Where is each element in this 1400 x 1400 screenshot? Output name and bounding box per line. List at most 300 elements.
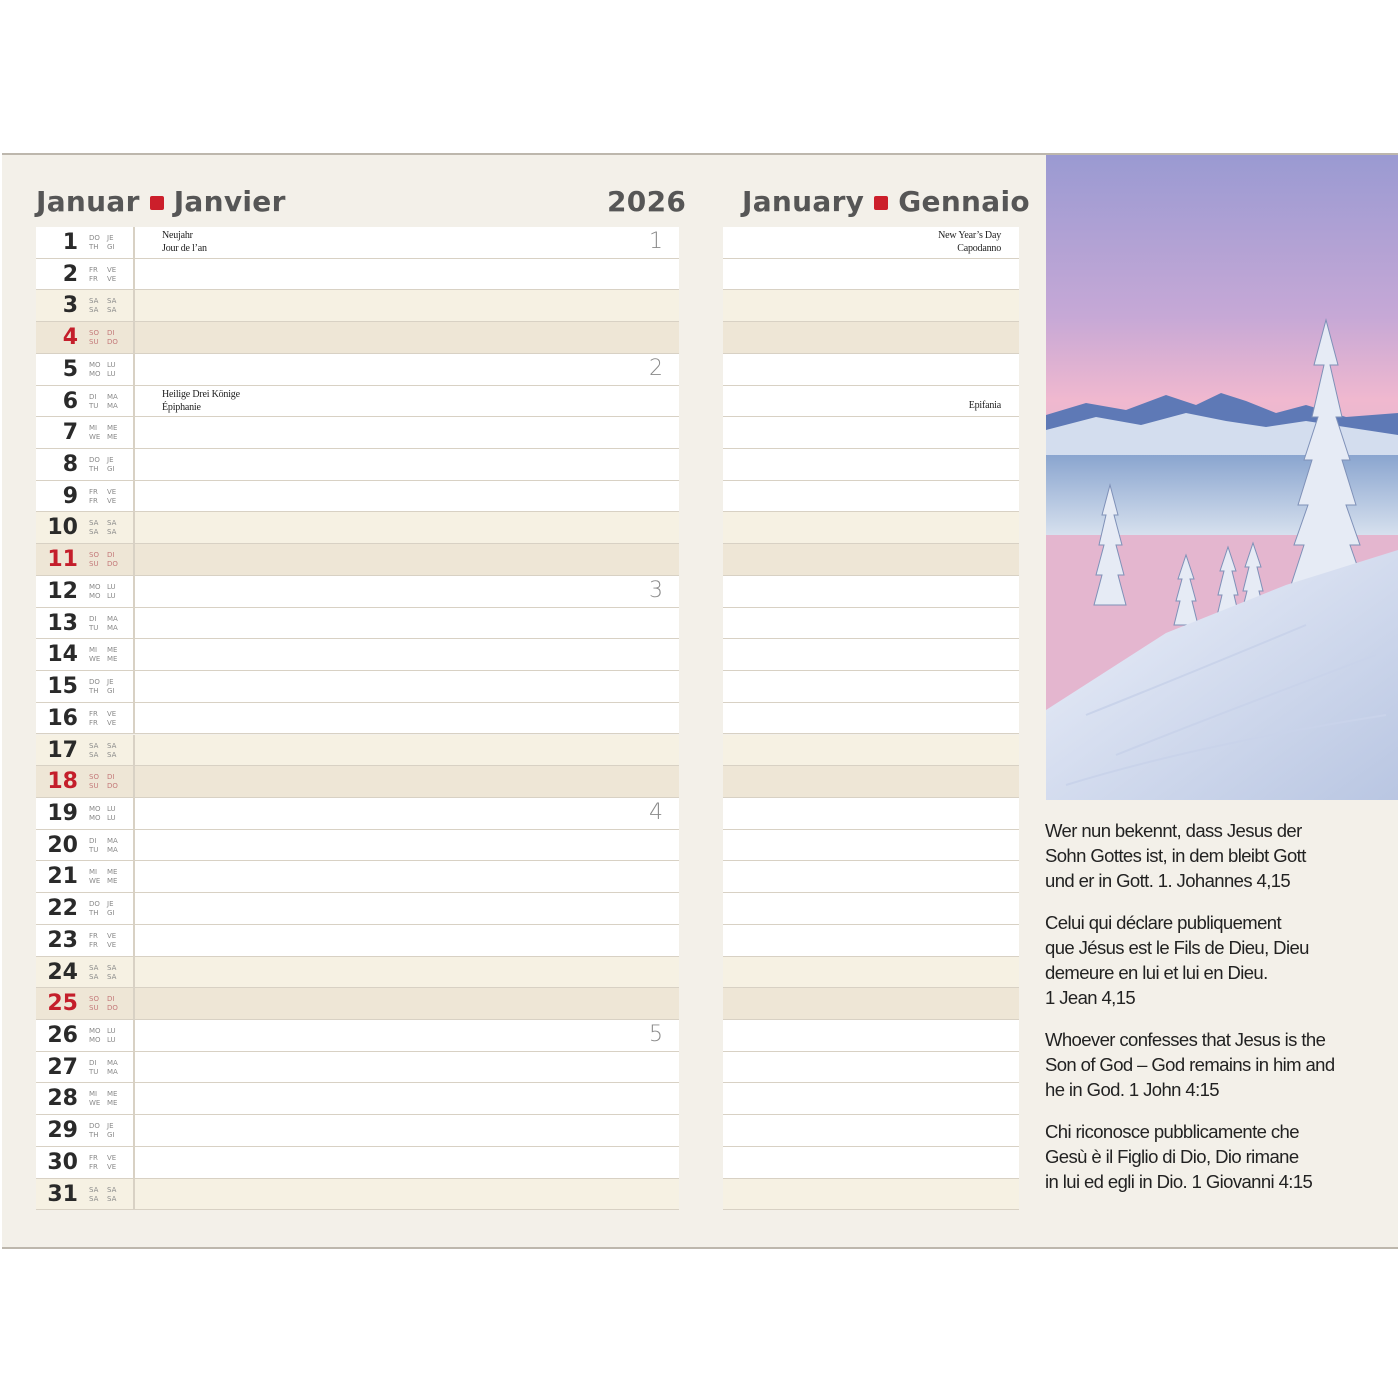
day-row-note[interactable]: [723, 1115, 1019, 1147]
day-number: 10: [47, 515, 78, 541]
weekday-fr: VE: [107, 931, 117, 940]
weekday-it: LU: [107, 369, 116, 378]
weekday-fr: LU: [107, 1027, 116, 1035]
weekday-en: TH: [89, 909, 99, 918]
day-row[interactable]: [36, 1115, 679, 1147]
day-row-note[interactable]: [723, 608, 1019, 640]
weekday-fr: DI: [107, 773, 115, 782]
weekday-fr: VE: [107, 265, 117, 274]
weekday-de: SO: [89, 995, 99, 1004]
day-number: 21: [47, 864, 78, 890]
weekday-en: MO: [89, 813, 101, 822]
red-square-icon: [874, 196, 888, 210]
weekday-fr: SA: [107, 1185, 117, 1194]
weekday-it: SA: [107, 972, 117, 981]
weekday-fr: JE: [107, 456, 114, 465]
day-row-note[interactable]: [723, 386, 1019, 418]
day-number: 7: [62, 420, 78, 446]
weekday-de: FR: [89, 1153, 98, 1162]
weekday-it: MA: [107, 623, 118, 632]
weekday-fr: MA: [107, 392, 118, 401]
weekday-fr: MA: [107, 614, 118, 623]
day-row[interactable]: [36, 671, 679, 703]
day-number: 16: [47, 705, 78, 731]
day-row[interactable]: [36, 735, 679, 767]
row-divider: [133, 671, 135, 702]
month-de: Januar: [36, 185, 140, 218]
day-row-note[interactable]: [723, 227, 1019, 259]
day-row[interactable]: [36, 259, 679, 291]
weekday-it: MA: [107, 401, 118, 410]
weekday-fr: ME: [107, 424, 118, 433]
weekday-de: SO: [89, 329, 99, 338]
weekday-fr: SA: [107, 741, 117, 750]
weekday-en: WE: [89, 433, 101, 442]
weekday-abbreviations: [89, 1154, 125, 1172]
weekday-de: MO: [89, 360, 101, 369]
day-number: 25: [47, 991, 78, 1017]
weekday-abbreviations: [89, 519, 125, 537]
weekday-abbreviations: [89, 234, 125, 252]
weekday-en: TU: [89, 623, 99, 632]
weekday-abbreviations: [89, 1122, 125, 1140]
weekday-it: MA: [107, 1067, 118, 1076]
weekday-de: DO: [89, 456, 100, 465]
day-row[interactable]: [36, 386, 679, 418]
weekday-it: GI: [107, 909, 115, 918]
weekday-en: SU: [89, 338, 99, 347]
day-number: 17: [47, 737, 78, 763]
weekday-en: MO: [89, 1036, 101, 1044]
day-number: 11: [47, 547, 78, 573]
day-row[interactable]: [36, 417, 679, 449]
weekday-abbreviations: [89, 900, 125, 918]
row-divider: [133, 893, 135, 924]
row-divider: [133, 386, 135, 417]
row-divider: [133, 766, 135, 797]
month-fr: Janvier: [173, 185, 286, 218]
weekday-en: TU: [89, 401, 99, 410]
year: 2026: [607, 185, 687, 218]
month-it: Gennaio: [898, 185, 1030, 218]
weekday-abbreviations: [89, 551, 125, 569]
weekday-abbreviations: [89, 1059, 125, 1077]
weekday-fr: DI: [107, 329, 115, 338]
weekday-it: VE: [107, 940, 117, 949]
day-row-note[interactable]: [723, 798, 1019, 830]
weekday-abbreviations: [89, 805, 125, 823]
day-row-note[interactable]: [723, 703, 1019, 735]
day-row[interactable]: [36, 766, 679, 798]
row-divider: [133, 1115, 135, 1146]
weekday-en: MO: [89, 591, 101, 600]
weekday-it: DO: [107, 560, 118, 569]
weekday-fr: SA: [107, 519, 117, 528]
day-row-note[interactable]: [723, 512, 1019, 544]
day-row[interactable]: [36, 1083, 679, 1115]
verse-de: Wer nun bekennt, dass Jesus der Sohn Gottes ist, in dem bleibt Gott und er in Gott. 1. Johannes 4,15: [1045, 820, 1306, 891]
row-divider: [133, 1179, 135, 1210]
day-row[interactable]: [36, 925, 679, 957]
row-divider: [133, 735, 135, 766]
bible-verses: [1045, 818, 1390, 1211]
day-row-note[interactable]: [723, 354, 1019, 386]
weekday-de: SA: [89, 963, 99, 972]
weekday-it: ME: [107, 433, 118, 442]
weekday-de: MO: [89, 804, 101, 813]
weekday-fr: JE: [107, 234, 114, 242]
day-number: 9: [62, 483, 78, 509]
day-row[interactable]: [36, 988, 679, 1020]
day-row[interactable]: [36, 798, 679, 830]
row-divider: [133, 481, 135, 512]
day-number: 27: [47, 1054, 78, 1080]
weekday-it: ME: [107, 1099, 118, 1108]
weekday-fr: MA: [107, 1058, 118, 1067]
weekday-abbreviations: [89, 868, 125, 886]
day-row[interactable]: [36, 576, 679, 608]
weekday-fr: MA: [107, 836, 118, 845]
weekday-it: LU: [107, 813, 116, 822]
day-row-note[interactable]: [723, 893, 1019, 925]
weekday-en: FR: [89, 718, 98, 727]
row-divider: [133, 703, 135, 734]
holiday-text: Heilige Drei Könige: [162, 388, 240, 400]
day-number: 30: [47, 1149, 78, 1175]
holiday-text: Jour de l’an: [162, 243, 207, 254]
row-divider: [133, 1083, 135, 1114]
day-row[interactable]: [36, 861, 679, 893]
weekday-abbreviations: [89, 615, 125, 633]
week-number: 5: [649, 1022, 663, 1047]
day-row-note[interactable]: [723, 639, 1019, 671]
day-number: 31: [47, 1181, 78, 1207]
verse-it: Chi riconosce pubblicamente che Gesù è il Figlio di Dio, Dio rimane in lui ed egli in Dio. 1 Giovanni 4:15: [1045, 1121, 1313, 1192]
row-divider: [133, 1020, 135, 1051]
weekday-abbreviations: [89, 393, 125, 411]
row-divider: [133, 1052, 135, 1083]
weekday-de: DO: [89, 678, 100, 687]
holiday-text: Capodanno: [957, 243, 1001, 254]
day-row-note[interactable]: [723, 735, 1019, 767]
weekday-it: SA: [107, 528, 117, 537]
weekday-fr: VE: [107, 709, 117, 718]
weekday-en: WE: [89, 877, 101, 886]
weekday-abbreviations: [89, 1186, 125, 1204]
day-row-note[interactable]: [723, 576, 1019, 608]
weekday-abbreviations: [89, 266, 125, 284]
weekday-abbreviations: [89, 773, 125, 791]
weekday-fr: SA: [107, 297, 117, 306]
holiday-label-left: [162, 229, 207, 255]
weekday-fr: ME: [107, 1090, 118, 1099]
winter-landscape-photo: [1046, 155, 1398, 800]
row-divider: [133, 544, 135, 575]
verse-en: Whoever confesses that Jesus is the Son of God – God remains in him and he in God. 1 John 4:15: [1045, 1029, 1335, 1100]
weekday-abbreviations: [89, 1027, 125, 1045]
day-row[interactable]: [36, 608, 679, 640]
row-divider: [133, 259, 135, 290]
red-square-icon: [150, 196, 164, 210]
weekday-en: SA: [89, 1194, 99, 1203]
row-divider: [133, 608, 135, 639]
weekday-en: SU: [89, 1004, 99, 1013]
day-row[interactable]: [36, 703, 679, 735]
verse-fr: Celui qui déclare publiquement que Jésus est le Fils de Dieu, Dieu demeure en lui et lui en Dieu. 1 Jean 4,15: [1045, 912, 1309, 1008]
day-number: 14: [47, 642, 78, 668]
day-row[interactable]: [36, 1020, 679, 1052]
row-divider: [133, 925, 135, 956]
weekday-abbreviations: [89, 710, 125, 728]
weekday-de: MI: [89, 646, 98, 655]
row-divider: [133, 227, 135, 258]
weekday-de: MO: [89, 582, 101, 591]
weekday-de: SO: [89, 773, 99, 782]
holiday-label-left: [162, 388, 240, 414]
weekday-fr: VE: [107, 1153, 117, 1162]
day-number: 28: [47, 1086, 78, 1112]
day-number: 15: [47, 674, 78, 700]
weekday-de: FR: [89, 709, 98, 718]
day-number: 6: [62, 388, 78, 414]
weekday-fr: LU: [107, 582, 116, 591]
weekday-en: FR: [89, 940, 98, 949]
weekday-de: DI: [89, 836, 97, 845]
weekday-abbreviations: [89, 932, 125, 950]
weekday-it: SA: [107, 750, 117, 759]
weekday-abbreviations: [89, 678, 125, 696]
weekday-de: SA: [89, 741, 99, 750]
row-divider: [133, 861, 135, 892]
weekday-it: GI: [107, 243, 115, 251]
day-row[interactable]: [36, 227, 679, 259]
weekday-it: SA: [107, 306, 117, 315]
weekday-en: TU: [89, 845, 99, 854]
day-row[interactable]: [36, 544, 679, 576]
day-number: 2: [62, 261, 78, 287]
day-row-note[interactable]: [723, 481, 1019, 513]
day-row-note[interactable]: [723, 861, 1019, 893]
weekday-abbreviations: [89, 964, 125, 982]
weekday-de: DI: [89, 614, 97, 623]
weekday-fr: LU: [107, 360, 116, 369]
row-divider: [133, 830, 135, 861]
row-divider: [133, 290, 135, 321]
weekday-en: FR: [89, 496, 98, 505]
weekday-abbreviations: [89, 1090, 125, 1108]
day-row[interactable]: [36, 354, 679, 386]
day-row-note[interactable]: [723, 417, 1019, 449]
weekday-it: DO: [107, 338, 118, 347]
weekday-abbreviations: [89, 742, 125, 760]
day-row-note[interactable]: [723, 259, 1019, 291]
weekday-de: DI: [89, 1058, 97, 1067]
weekday-de: MI: [89, 868, 98, 877]
row-divider: [133, 798, 135, 829]
day-row-note[interactable]: [723, 830, 1019, 862]
weekday-fr: JE: [107, 900, 114, 909]
weekday-de: MO: [89, 1027, 101, 1035]
weekday-en: TH: [89, 243, 99, 251]
day-number: 26: [47, 1023, 78, 1048]
weekday-en: TU: [89, 1067, 99, 1076]
weekday-it: VE: [107, 1162, 117, 1171]
day-number: 19: [47, 800, 78, 826]
weekday-fr: ME: [107, 868, 118, 877]
weekday-de: FR: [89, 487, 98, 496]
day-row-note[interactable]: [723, 671, 1019, 703]
weekday-fr: JE: [107, 1122, 114, 1131]
day-row-note[interactable]: [723, 925, 1019, 957]
weekday-it: VE: [107, 274, 117, 283]
weekday-de: DO: [89, 1122, 100, 1131]
holiday-text: Neujahr: [162, 230, 193, 241]
day-number: 1: [62, 230, 78, 255]
day-row-note[interactable]: [723, 1052, 1019, 1084]
row-divider: [133, 512, 135, 543]
weekday-en: FR: [89, 1162, 98, 1171]
weekday-it: LU: [107, 591, 116, 600]
day-number: 4: [62, 325, 78, 351]
row-divider: [133, 417, 135, 448]
day-row-note[interactable]: [723, 1179, 1019, 1211]
weekday-en: SA: [89, 528, 99, 537]
month-title-en-it: [742, 185, 1030, 218]
day-number: 22: [47, 896, 78, 922]
weekday-it: DO: [107, 782, 118, 791]
weekday-en: TH: [89, 687, 99, 696]
day-row-note[interactable]: [723, 544, 1019, 576]
weekday-it: DO: [107, 1004, 118, 1013]
day-row[interactable]: [36, 1179, 679, 1211]
day-number: 23: [47, 927, 78, 953]
weekday-en: TH: [89, 1131, 99, 1140]
weekday-it: ME: [107, 877, 118, 886]
week-number: 4: [649, 799, 663, 825]
row-divider: [133, 322, 135, 353]
weekday-fr: VE: [107, 487, 117, 496]
day-row[interactable]: [36, 481, 679, 513]
weekday-abbreviations: [89, 995, 125, 1013]
weekday-abbreviations: [89, 329, 125, 347]
weekday-abbreviations: [89, 297, 125, 315]
weekday-en: FR: [89, 274, 98, 283]
week-number: 2: [649, 355, 663, 381]
day-row[interactable]: [36, 1147, 679, 1179]
day-row[interactable]: [36, 639, 679, 671]
weekday-de: FR: [89, 931, 98, 940]
month-title-de-fr: [36, 185, 286, 218]
day-number: 8: [62, 452, 78, 478]
weekday-it: GI: [107, 1131, 115, 1140]
weekday-en: WE: [89, 655, 101, 664]
row-divider: [133, 449, 135, 480]
weekday-en: SA: [89, 750, 99, 759]
day-row-note[interactable]: [723, 449, 1019, 481]
weekday-abbreviations: [89, 456, 125, 474]
weekday-de: SA: [89, 1185, 99, 1194]
day-row[interactable]: [36, 512, 679, 544]
weekday-en: MO: [89, 369, 101, 378]
weekday-fr: DI: [107, 551, 115, 560]
weekday-it: VE: [107, 718, 117, 727]
weekday-en: SU: [89, 560, 99, 569]
weekday-abbreviations: [89, 583, 125, 601]
day-number: 12: [47, 578, 78, 604]
weekday-it: GI: [107, 465, 115, 474]
day-row-note[interactable]: [723, 1020, 1019, 1052]
weekday-de: DO: [89, 900, 100, 909]
weekday-de: MI: [89, 1090, 98, 1099]
weekday-en: SA: [89, 972, 99, 981]
day-row-note[interactable]: [723, 766, 1019, 798]
day-row-note[interactable]: [723, 1147, 1019, 1179]
day-number: 3: [62, 293, 78, 319]
day-row[interactable]: [36, 830, 679, 862]
weekday-de: DI: [89, 392, 97, 401]
day-row-note[interactable]: [723, 1083, 1019, 1115]
day-row-note[interactable]: [723, 957, 1019, 989]
holiday-label-right: [938, 229, 1001, 255]
weekday-de: DO: [89, 234, 100, 242]
holiday-text: Epifania: [968, 399, 1001, 411]
weekday-it: SA: [107, 1194, 117, 1203]
weekday-it: LU: [107, 1036, 116, 1044]
day-row[interactable]: [36, 957, 679, 989]
day-row-note[interactable]: [723, 988, 1019, 1020]
weekday-abbreviations: [89, 837, 125, 855]
weekday-fr: SA: [107, 963, 117, 972]
row-divider: [133, 576, 135, 607]
weekday-fr: DI: [107, 995, 115, 1004]
weekday-de: MI: [89, 424, 98, 433]
weekday-de: SA: [89, 519, 99, 528]
holiday-text: Épiphanie: [162, 401, 201, 413]
day-number: 13: [47, 610, 78, 636]
weekday-fr: ME: [107, 646, 118, 655]
day-row-note[interactable]: [723, 290, 1019, 322]
weekday-abbreviations: [89, 361, 125, 379]
row-divider: [133, 988, 135, 1019]
day-row[interactable]: [36, 449, 679, 481]
weekday-en: WE: [89, 1099, 101, 1108]
weekday-fr: JE: [107, 678, 114, 687]
day-number: 20: [47, 832, 78, 858]
row-divider: [133, 354, 135, 385]
holiday-label-right: [969, 399, 1001, 412]
weekday-abbreviations: [89, 646, 125, 664]
day-row-note[interactable]: [723, 322, 1019, 354]
weekday-it: GI: [107, 687, 115, 696]
weekday-fr: LU: [107, 804, 116, 813]
month-en: January: [742, 185, 865, 218]
day-row[interactable]: [36, 290, 679, 322]
calendar-page: [2, 153, 1398, 1249]
row-divider: [133, 639, 135, 670]
row-divider: [133, 957, 135, 988]
day-number: 24: [47, 959, 78, 985]
weekday-it: ME: [107, 655, 118, 664]
week-number: 1: [649, 229, 663, 254]
day-row[interactable]: [36, 1052, 679, 1084]
day-row[interactable]: [36, 322, 679, 354]
week-number: 3: [649, 577, 663, 603]
weekday-en: SU: [89, 782, 99, 791]
weekday-it: VE: [107, 496, 117, 505]
weekday-abbreviations: [89, 488, 125, 506]
weekday-en: SA: [89, 306, 99, 315]
day-row[interactable]: [36, 893, 679, 925]
